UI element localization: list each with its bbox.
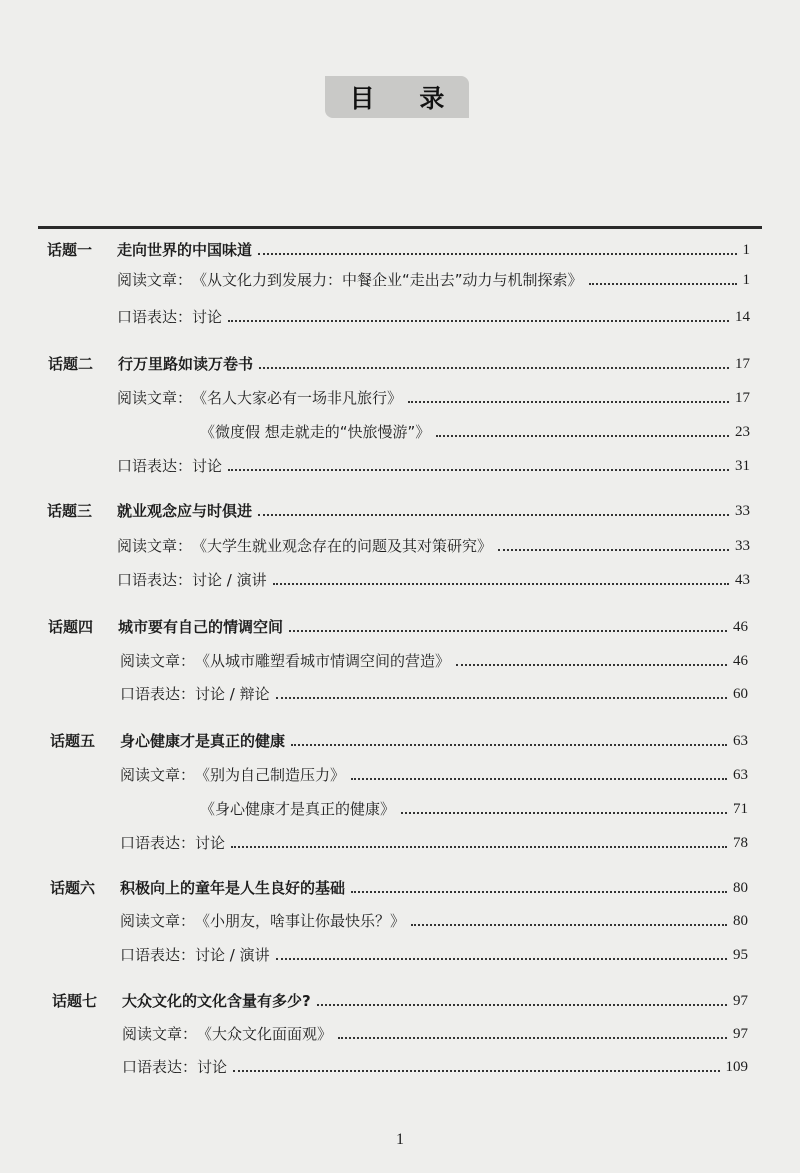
item-title: 讨论 <box>192 308 223 326</box>
dot-leader <box>317 1004 727 1006</box>
item-type-label: 口语表达： <box>120 685 196 703</box>
item-title: 讨论 <box>192 457 223 475</box>
topic-code: 话题六 <box>50 879 96 897</box>
toc-item-entry[interactable] <box>120 761 748 785</box>
item-title: 《小朋友，啥事让你最快乐？》 <box>195 912 406 930</box>
item-page-number: 97 <box>733 1026 748 1042</box>
topic-page-number: 63 <box>733 733 748 749</box>
dot-leader <box>273 583 729 585</box>
dot-leader <box>411 924 727 926</box>
toc-item-entry[interactable] <box>117 532 750 556</box>
page-title: 目 录 <box>325 76 469 118</box>
item-page-number: 78 <box>733 835 748 851</box>
dot-leader <box>408 401 729 403</box>
topic-page-number: 80 <box>733 880 748 896</box>
toc-topic-entry[interactable] <box>52 987 748 1011</box>
item-page-number: 63 <box>733 767 748 783</box>
dot-leader <box>259 367 729 369</box>
toc-item-entry[interactable] <box>120 829 748 853</box>
item-page-number: 71 <box>733 801 748 817</box>
item-type-label: 口语表达： <box>120 946 196 964</box>
item-page-number: 14 <box>735 309 750 325</box>
topic-page-number: 17 <box>735 356 750 372</box>
toc-topic-entry[interactable] <box>48 613 748 637</box>
toc-item-entry[interactable] <box>122 1020 748 1044</box>
item-page-number: 80 <box>733 913 748 929</box>
toc-item-entry[interactable] <box>122 1053 748 1077</box>
dot-leader <box>351 891 727 893</box>
dot-leader <box>258 514 729 516</box>
item-page-number: 23 <box>735 424 750 440</box>
toc-topic-entry[interactable] <box>48 350 750 374</box>
dot-leader <box>589 283 737 285</box>
item-title: 《大众文化面面观》 <box>197 1025 333 1043</box>
item-type-label: 口语表达： <box>117 571 193 589</box>
page-number: 1 <box>396 1131 404 1148</box>
item-page-number: 31 <box>735 458 750 474</box>
item-type-label: 阅读文章： <box>117 271 193 289</box>
toc-item-entry[interactable] <box>117 384 750 408</box>
topic-code: 话题五 <box>50 732 96 750</box>
item-page-number: 1 <box>742 272 750 288</box>
item-title: 《从文化力到发展力：中餐企业“走出去”动力与机制探索》 <box>192 271 583 289</box>
toc-item-entry[interactable] <box>117 303 750 327</box>
toc-item-entry[interactable] <box>117 566 750 590</box>
item-title: 《微度假 想走就走的“快旅慢游”》 <box>200 423 431 441</box>
toc-topic-entry[interactable] <box>47 236 750 260</box>
toc-item-entry[interactable] <box>200 795 748 819</box>
item-title: 《从城市雕塑看城市情调空间的营造》 <box>195 652 451 670</box>
topic-title: 行万里路如读万卷书 <box>118 355 254 373</box>
toc-item-entry[interactable] <box>117 266 750 290</box>
topic-title: 积极向上的童年是人生良好的基础 <box>120 879 346 897</box>
toc-item-entry[interactable] <box>200 418 750 442</box>
item-type-label: 口语表达： <box>117 457 193 475</box>
dot-leader <box>351 778 727 780</box>
toc-item-entry[interactable] <box>120 647 748 671</box>
topic-page-number: 33 <box>735 503 750 519</box>
toc-item-entry[interactable] <box>120 680 748 704</box>
item-page-number: 17 <box>735 390 750 406</box>
item-title: 《名人大家必有一场非凡旅行》 <box>192 389 403 407</box>
dot-leader <box>233 1070 719 1072</box>
toc-topic-entry[interactable] <box>47 497 750 521</box>
toc-topic-entry[interactable] <box>50 727 748 751</box>
toc-item-entry[interactable] <box>120 907 748 931</box>
item-title: 讨论 <box>195 834 226 852</box>
topic-title: 大众文化的文化含量有多少? <box>122 992 311 1010</box>
item-type-label: 阅读文章： <box>120 766 196 784</box>
topic-code: 话题七 <box>52 992 98 1010</box>
dot-leader <box>436 435 729 437</box>
dot-leader <box>338 1037 727 1039</box>
item-title: 讨论 <box>197 1058 228 1076</box>
item-type-label: 口语表达： <box>120 834 196 852</box>
item-type-label: 阅读文章： <box>122 1025 198 1043</box>
dot-leader <box>289 630 727 632</box>
item-page-number: 95 <box>733 947 748 963</box>
item-title: 讨论 / 辩论 <box>195 685 270 703</box>
topic-title: 身心健康才是真正的健康 <box>120 732 286 750</box>
dot-leader <box>401 812 727 814</box>
topic-page-number: 1 <box>742 242 750 258</box>
topic-title: 城市要有自己的情调空间 <box>118 618 284 636</box>
topic-title: 走向世界的中国味道 <box>117 241 253 259</box>
dot-leader <box>276 958 727 960</box>
item-page-number: 33 <box>735 538 750 554</box>
topic-page-number: 46 <box>733 619 748 635</box>
toc-item-entry[interactable] <box>120 941 748 965</box>
dot-leader <box>291 744 727 746</box>
dot-leader <box>498 549 729 551</box>
item-type-label: 阅读文章： <box>117 389 193 407</box>
topic-page-number: 97 <box>733 993 748 1009</box>
item-title: 《身心健康才是真正的健康》 <box>200 800 396 818</box>
item-type-label: 口语表达： <box>122 1058 198 1076</box>
topic-code: 话题一 <box>47 241 93 259</box>
item-type-label: 阅读文章： <box>117 537 193 555</box>
topic-code: 话题三 <box>47 502 93 520</box>
item-type-label: 阅读文章： <box>120 652 196 670</box>
dot-leader <box>456 664 727 666</box>
item-title: 《别为自己制造压力》 <box>195 766 346 784</box>
dot-leader <box>258 253 736 255</box>
topic-code: 话题四 <box>48 618 94 636</box>
dot-leader <box>276 697 727 699</box>
item-title: 讨论 / 演讲 <box>195 946 270 964</box>
item-page-number: 46 <box>733 653 748 669</box>
dot-leader <box>228 469 729 471</box>
item-title: 讨论 / 演讲 <box>192 571 267 589</box>
item-type-label: 口语表达： <box>117 308 193 326</box>
toc-topic-entry[interactable] <box>50 874 748 898</box>
topic-code: 话题二 <box>48 355 94 373</box>
dot-leader <box>231 846 727 848</box>
item-page-number: 60 <box>733 686 748 702</box>
dot-leader <box>228 320 729 322</box>
toc-item-entry[interactable] <box>117 452 750 476</box>
item-page-number: 43 <box>735 572 750 588</box>
item-page-number: 109 <box>725 1059 748 1075</box>
item-type-label: 阅读文章： <box>120 912 196 930</box>
topic-title: 就业观念应与时俱进 <box>117 502 253 520</box>
item-title: 《大学生就业观念存在的问题及其对策研究》 <box>192 537 493 555</box>
